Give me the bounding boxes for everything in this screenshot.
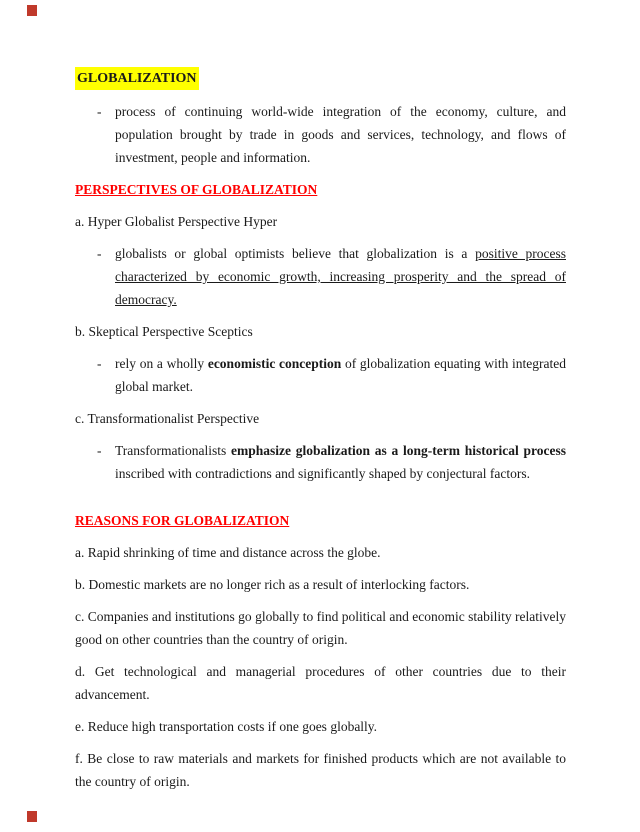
perspective-b-bullet: [75, 352, 566, 398]
definition-text: process of continuing world-wide integration of the economy, culture, and population brought by trade in goods and services, technology, and flows of investment, people and information.: [115, 104, 566, 165]
page-corner-mark-top: [27, 5, 37, 16]
reason-item-f: f. Be close to raw materials and markets for finished products which are not available to the country of origin.: [75, 751, 566, 789]
perspective-a-text: globalists or global optimists believe that globalization is a positive process characterized by economic growth, increasing prosperity and the spread of democracy.: [115, 246, 566, 307]
reason-item-d: d. Get technological and managerial procedures of other countries due to their advancement.: [75, 664, 566, 702]
reason-item-e: e. Reduce high transportation costs if one goes globally.: [75, 719, 378, 734]
bold-phrase: economistic conception: [207, 356, 342, 371]
perspective-a-label: a. Hyper Globalist Perspective Hyper: [75, 214, 278, 229]
section-heading-reasons: REASONS FOR GLOBALIZATION: [75, 513, 290, 528]
perspective-b-label: b. Skeptical Perspective Sceptics: [75, 324, 253, 339]
perspective-c-bullet: [75, 439, 566, 485]
bullet-marker: -: [97, 104, 102, 119]
reason-item-a: a. Rapid shrinking of time and distance across the globe.: [75, 545, 381, 560]
title-row: [75, 66, 566, 90]
bullet-marker: -: [97, 356, 102, 371]
bullet-marker: -: [97, 443, 102, 458]
definition-bullet: [75, 100, 566, 169]
perspective-a-bullet: [75, 242, 566, 311]
perspective-b-text: rely on a wholly economistic conception of globalization equating with integrated global market.: [115, 356, 566, 394]
page-title: GLOBALIZATION: [75, 67, 199, 90]
page-corner-mark-bottom: [27, 811, 37, 822]
reason-item-c: c. Companies and institutions go globally to find political and economic stability relatively good on other countries than the country of origin.: [75, 609, 566, 647]
underlined-phrase: positive process characterized by economic growth, increasing prosperity and the spread of democracy.: [115, 246, 566, 307]
section-heading-perspectives: PERSPECTIVES OF GLOBALIZATION: [75, 182, 318, 197]
reason-item-b: b. Domestic markets are no longer rich as a result of interlocking factors.: [75, 577, 470, 592]
bullet-marker: -: [97, 246, 102, 261]
bold-phrase: emphasize globalization as a long-term historical process: [231, 443, 567, 458]
perspective-c-label: c. Transformationalist Perspective: [75, 411, 260, 426]
perspective-c-text: Transformationalists emphasize globalization as a long-term historical process inscribed with contradictions and significantly shaped by conjectural factors.: [115, 443, 567, 481]
